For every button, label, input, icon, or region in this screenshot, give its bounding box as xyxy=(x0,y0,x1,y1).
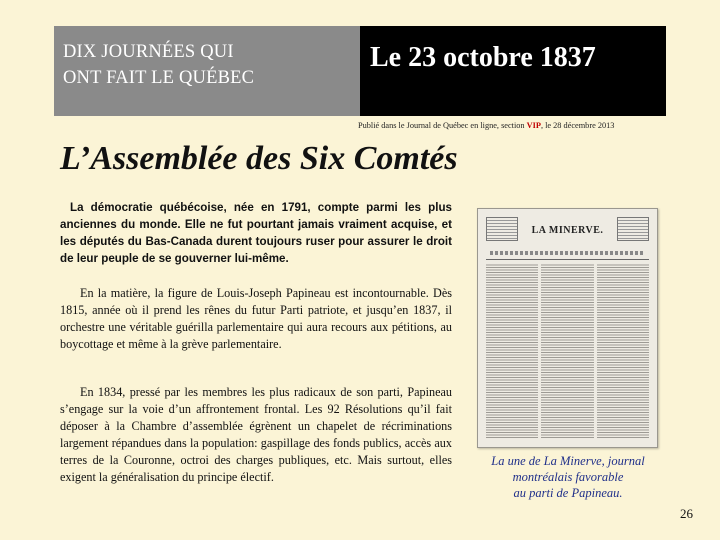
paragraph-1 xyxy=(60,199,452,267)
paragraph-3 xyxy=(60,384,452,486)
publication-suffix: , le 28 décembre 2013 xyxy=(540,121,615,130)
newspaper-front-page-image xyxy=(477,208,658,448)
newspaper-column xyxy=(486,263,538,439)
image-caption xyxy=(470,453,666,501)
slide-title: L’Assemblée des Six Comtés xyxy=(60,140,458,177)
masthead-rule xyxy=(486,259,649,260)
publication-prefix: Publié dans le Journal de Québec en ligne, section xyxy=(358,121,527,130)
publication-section: VIP xyxy=(526,121,541,130)
date-title: Le 23 octobre 1837 xyxy=(370,42,596,73)
masthead-subline xyxy=(490,251,645,255)
date-title-box xyxy=(360,26,666,116)
caption-line-3: au parti de Papineau. xyxy=(513,486,623,500)
series-title-line-2: ONT FAIT LE QUÉBEC xyxy=(63,68,255,88)
newspaper-columns xyxy=(486,263,649,439)
paragraph-3-text: En 1834, pressé par les membres les plus radicaux de son parti, Papineau s’engage sur la voie d’un affrontement frontal. Les 92 Résolutions qu’il fait déposer à la Chambre d’assemblée égrènent un chapelet de récriminations largement répandues dans la population: gaspillage des fonds publics, accès aux terres de la Couronne, octroi des charges publiques, etc. Mais surtout, elles exigent la généralisation du principe électif. xyxy=(60,385,452,484)
caption-line-2: montréalais favorable xyxy=(512,470,624,484)
newspaper-column xyxy=(541,263,593,439)
paragraph-2 xyxy=(60,285,452,353)
publication-note xyxy=(358,121,670,130)
paragraph-2-text: En la matière, la figure de Louis-Joseph Papineau est incontournable. Dès 1815, année où il prend les rênes du futur Parti patriote, et jusqu’en 1837, il orchestre une véritable guérilla parlementaire qui aura recours aux pétitions, au boycottage et même à la grève parlementaire. xyxy=(60,286,452,351)
page-number: 26 xyxy=(680,506,693,521)
masthead-left-box xyxy=(486,217,518,241)
newspaper-title: LA MINERVE. xyxy=(531,225,604,236)
paragraph-1-text: La démocratie québécoise, née en 1791, compte parmi les plus anciennes du monde. Elle ne fut pourtant jamais vraiment acquise, et les députés du Bas-Canada durent toujours ruser pour assurer le droit de leur peuple de se gouverner lui-même. xyxy=(60,201,452,265)
series-title-box xyxy=(54,26,360,116)
caption-line-1: La une de La Minerve, journal xyxy=(491,454,645,468)
masthead-right-box xyxy=(617,217,649,241)
series-title-line-1: DIX JOURNÉES QUI xyxy=(63,42,234,62)
newspaper-column xyxy=(597,263,649,439)
newspaper-masthead xyxy=(486,215,649,251)
